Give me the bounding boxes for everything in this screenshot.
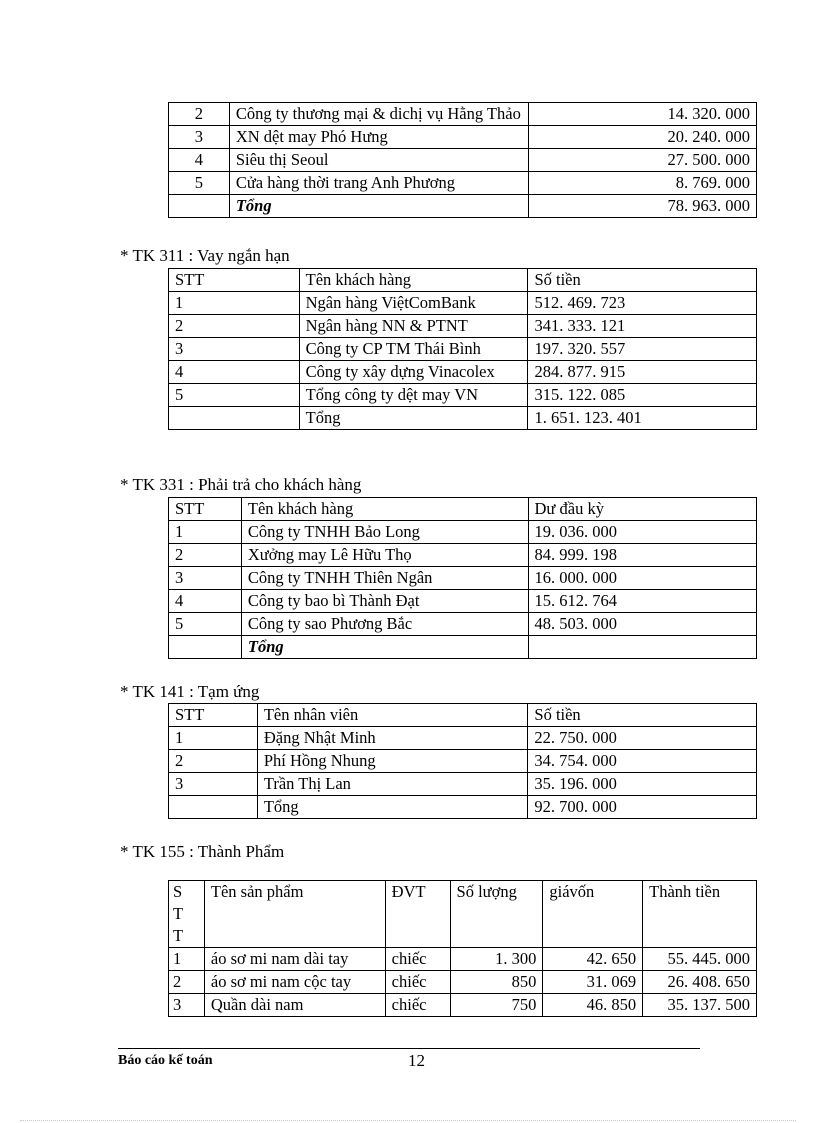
table-row bbox=[169, 773, 757, 796]
stt-cell: 4 bbox=[169, 149, 230, 172]
unit-cell: chiếc bbox=[385, 971, 450, 994]
total-amount: 92. 700. 000 bbox=[528, 796, 757, 819]
table-row bbox=[169, 521, 757, 544]
table-row bbox=[169, 315, 757, 338]
table-row bbox=[169, 971, 757, 994]
amount-cell: 22. 750. 000 bbox=[528, 727, 757, 750]
amount-cell: 197. 320. 557 bbox=[528, 338, 757, 361]
amount-cell: 14. 320. 000 bbox=[528, 103, 756, 126]
footer-label: Báo cáo kế toán bbox=[118, 1053, 213, 1068]
name-cell: Ngân hàng NN & PTNT bbox=[299, 315, 528, 338]
amount-cell: 284. 877. 915 bbox=[528, 361, 757, 384]
column-header: ĐVT bbox=[385, 881, 450, 948]
amount-cell: 35. 196. 000 bbox=[528, 773, 757, 796]
name-cell: Công ty TNHH Bảo Long bbox=[241, 521, 528, 544]
table-row bbox=[169, 544, 757, 567]
stt-cell: 1 bbox=[169, 292, 300, 315]
column-header: Số tiền bbox=[528, 704, 757, 727]
page-edge-divider bbox=[20, 1120, 796, 1121]
column-header: Số tiền bbox=[528, 269, 757, 292]
qty-cell: 850 bbox=[450, 971, 543, 994]
amount-cell: 16. 000. 000 bbox=[528, 567, 756, 590]
tk141-table bbox=[168, 703, 757, 819]
tk141-heading: * TK 141 : Tạm ứng bbox=[120, 682, 260, 701]
name-cell: Ngân hàng ViệtComBank bbox=[299, 292, 528, 315]
tk331-table bbox=[168, 497, 757, 659]
name-cell: Công ty sao Phương Bắc bbox=[241, 613, 528, 636]
stt-cell: 3 bbox=[169, 338, 300, 361]
total-cell: 35. 137. 500 bbox=[643, 994, 757, 1017]
total-row bbox=[169, 796, 757, 819]
name-cell: Tổng công ty dệt may VN bbox=[299, 384, 528, 407]
amount-cell: 15. 612. 764 bbox=[528, 590, 756, 613]
header-row bbox=[169, 498, 757, 521]
stt-cell: 2 bbox=[169, 971, 205, 994]
table-row bbox=[169, 590, 757, 613]
amount-cell: 315. 122. 085 bbox=[528, 384, 757, 407]
column-header: Số lượng bbox=[450, 881, 543, 948]
table-row bbox=[169, 613, 757, 636]
column-header: STT bbox=[169, 704, 258, 727]
stt-cell: 3 bbox=[169, 567, 242, 590]
table-row bbox=[169, 338, 757, 361]
header-row bbox=[169, 269, 757, 292]
page-number: 12 bbox=[408, 1051, 425, 1070]
qty-cell: 750 bbox=[450, 994, 543, 1017]
price-cell: 31. 069 bbox=[543, 971, 643, 994]
column-header: Thành tiền bbox=[643, 881, 757, 948]
column-header: Dư đầu kỳ bbox=[528, 498, 756, 521]
total-amount: 1. 651. 123. 401 bbox=[528, 407, 757, 430]
name-cell: Công ty CP TM Thái Bình bbox=[299, 338, 528, 361]
table-row bbox=[169, 292, 757, 315]
product-cell: áo sơ mi nam cộc tay bbox=[204, 971, 385, 994]
stt-cell: 5 bbox=[169, 172, 230, 195]
name-cell: Công ty bao bì Thành Đạt bbox=[241, 590, 528, 613]
stt-cell: 2 bbox=[169, 750, 258, 773]
unit-cell: chiếc bbox=[385, 948, 450, 971]
header-row bbox=[169, 704, 757, 727]
total-label: Tổng bbox=[299, 407, 528, 430]
total-cell: 26. 408. 650 bbox=[643, 971, 757, 994]
total-cell: 55. 445. 000 bbox=[643, 948, 757, 971]
column-header-stt: S T T bbox=[169, 881, 205, 948]
name-cell: Phí Hồng Nhung bbox=[257, 750, 528, 773]
tk331-heading: * TK 331 : Phải trả cho khách hàng bbox=[120, 475, 362, 494]
total-row bbox=[169, 195, 757, 218]
total-row bbox=[169, 407, 757, 430]
table-row bbox=[169, 750, 757, 773]
amount-cell: 20. 240. 000 bbox=[528, 126, 756, 149]
amount-cell: 512. 469. 723 bbox=[528, 292, 757, 315]
table-row bbox=[169, 149, 757, 172]
column-header: Tên nhân viên bbox=[257, 704, 528, 727]
stt-cell: 3 bbox=[169, 126, 230, 149]
stt-cell: 5 bbox=[169, 384, 300, 407]
name-cell: Đặng Nhật Minh bbox=[257, 727, 528, 750]
amount-cell: 27. 500. 000 bbox=[528, 149, 756, 172]
amount-cell: 8. 769. 000 bbox=[528, 172, 756, 195]
name-cell: Công ty xây dựng Vinacolex bbox=[299, 361, 528, 384]
total-row bbox=[169, 636, 757, 659]
total-label: Tổng bbox=[241, 636, 528, 659]
table-row bbox=[169, 126, 757, 149]
name-cell: Cửa hàng thời trang Anh Phương bbox=[229, 172, 528, 195]
table-row bbox=[169, 172, 757, 195]
stt-cell: 1 bbox=[169, 521, 242, 544]
table-row bbox=[169, 567, 757, 590]
tk311-table bbox=[168, 268, 757, 430]
name-cell: Xưởng may Lê Hữu Thọ bbox=[241, 544, 528, 567]
stt-cell: 1 bbox=[169, 727, 258, 750]
stt-cell: 5 bbox=[169, 613, 242, 636]
footer-divider bbox=[118, 1048, 700, 1049]
name-cell: XN dệt may Phó Hưng bbox=[229, 126, 528, 149]
table-row bbox=[169, 384, 757, 407]
name-cell: Công ty TNHH Thiên Ngân bbox=[241, 567, 528, 590]
column-header: Tên khách hàng bbox=[241, 498, 528, 521]
product-cell: áo sơ mi nam dài tay bbox=[204, 948, 385, 971]
table-row bbox=[169, 103, 757, 126]
tk155-heading: * TK 155 : Thành Phẩm bbox=[120, 842, 285, 861]
amount-cell: 84. 999. 198 bbox=[528, 544, 756, 567]
column-header: Tên khách hàng bbox=[299, 269, 528, 292]
header-row bbox=[169, 881, 757, 948]
total-label: Tổng bbox=[229, 195, 528, 218]
column-header: STT bbox=[169, 269, 300, 292]
total-amount: 78. 963. 000 bbox=[528, 195, 756, 218]
stt-cell: 1 bbox=[169, 948, 205, 971]
amount-cell: 341. 333. 121 bbox=[528, 315, 757, 338]
stt-cell: 2 bbox=[169, 315, 300, 338]
name-cell: Siêu thị Seoul bbox=[229, 149, 528, 172]
table-row bbox=[169, 727, 757, 750]
stt-cell: 3 bbox=[169, 994, 205, 1017]
name-cell: Trần Thị Lan bbox=[257, 773, 528, 796]
tk155-table bbox=[168, 880, 757, 1017]
column-header: Tên sản phẩm bbox=[204, 881, 385, 948]
tk311-heading: * TK 311 : Vay ngắn hạn bbox=[120, 246, 290, 265]
stt-cell: 4 bbox=[169, 590, 242, 613]
name-cell: Công ty thương mại & dichị vụ Hằng Thảo bbox=[229, 103, 528, 126]
stt-cell: 3 bbox=[169, 773, 258, 796]
unit-cell: chiếc bbox=[385, 994, 450, 1017]
qty-cell: 1. 300 bbox=[450, 948, 543, 971]
amount-cell: 34. 754. 000 bbox=[528, 750, 757, 773]
amount-cell: 19. 036. 000 bbox=[528, 521, 756, 544]
table-row bbox=[169, 948, 757, 971]
total-label: Tổng bbox=[257, 796, 528, 819]
column-header: STT bbox=[169, 498, 242, 521]
price-cell: 46. 850 bbox=[543, 994, 643, 1017]
tk131-table bbox=[168, 102, 757, 218]
amount-cell: 48. 503. 000 bbox=[528, 613, 756, 636]
stt-cell: 4 bbox=[169, 361, 300, 384]
table-row bbox=[169, 994, 757, 1017]
stt-cell: 2 bbox=[169, 544, 242, 567]
column-header: giávốn bbox=[543, 881, 643, 948]
product-cell: Quần dài nam bbox=[204, 994, 385, 1017]
price-cell: 42. 650 bbox=[543, 948, 643, 971]
stt-cell: 2 bbox=[169, 103, 230, 126]
table-row bbox=[169, 361, 757, 384]
